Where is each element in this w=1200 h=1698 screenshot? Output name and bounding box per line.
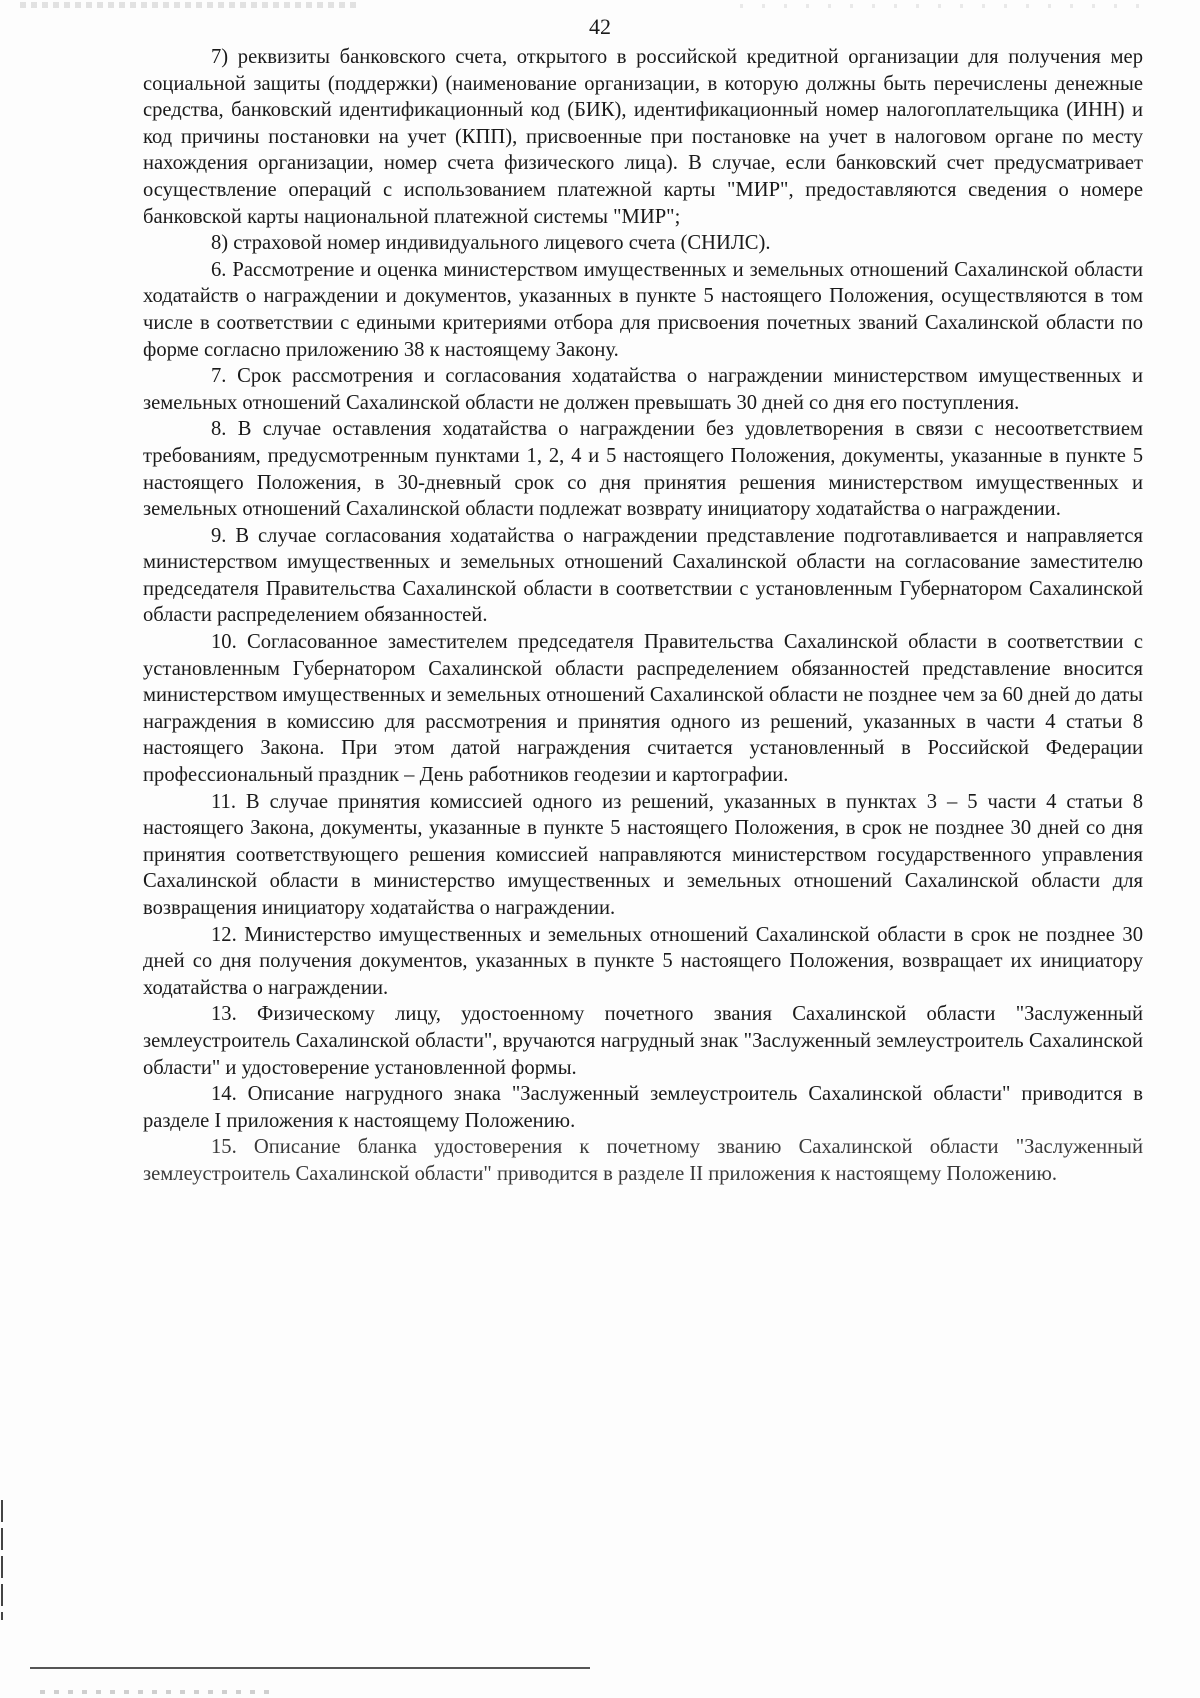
page-number: 42	[589, 14, 611, 39]
paragraph-11: 11. В случае принятия комиссией одного из решений, указанных в пунктах 3 – 5 части 4 статьи 8 настоящего Закона, документы, указанные в пункте 5 настоящего Положения, в срок не позднее 30 дней со дня принятия соответствующего решения комиссией направляются министерством государственного управления Сахалинской области в министерство имущественных и земельных отношений Сахалинской области для возвращения инициатору ходатайства о награждении.	[143, 790, 1143, 919]
scan-artifact-left-edge	[1, 1500, 3, 1620]
scan-artifact-top-left	[20, 2, 360, 8]
paragraph-14: 14. Описание нагрудного знака "Заслуженный землеустроитель Сахалинской области" приводится в разделе I приложения к настоящему Положению.	[143, 1083, 1143, 1132]
document-body	[143, 44, 1143, 1188]
paragraph-12: 12. Министерство имущественных и земельных отношений Сахалинской области в срок не позднее 30 дней со дня получения документов, указанных в пункте 5 настоящего Положения, возвращает их инициатору ходатайства о награждении.	[143, 923, 1143, 999]
paragraph-item-7: 7) реквизиты банковского счета, открытого в российской кредитной организации для получения мер социальной защиты (поддержки) (наименование организации, в которую должны быть перечислены денежные средства, банковский идентификационный код (БИК), идентификационный номер налогоплательщика (ИНН) и код причины постановки на учет (КПП), присвоенные при постановке на учет в налоговом органе по месту нахождения организации, номер счета физического лица). В случае, если банковский счет предусматривает осуществление операций с использованием платежной карты "МИР", предоставляются сведения о номере банковской карты национальной платежной системы "МИР";	[143, 46, 1143, 228]
paragraph-item-8: 8) страховой номер индивидуального лицевого счета (СНИЛС).	[211, 232, 771, 255]
paragraph-15: 15. Описание бланка удостоверения к почетному званию Сахалинской области "Заслуженный землеустроитель Сахалинской области" приводится в разделе II приложения к настоящему Положению.	[143, 1136, 1143, 1185]
scan-artifact-bottom	[40, 1690, 270, 1694]
paragraph-13: 13. Физическому лицу, удостоенному почетного звания Сахалинской области "Заслуженный землеустроитель Сахалинской области", вручаются нагрудный знак "Заслуженный землеустроитель Сахалинской области" и удостоверение установленной формы.	[143, 1003, 1143, 1079]
paragraph-8: 8. В случае оставления ходатайства о награждении без удовлетворения в связи с несоответствием требованиям, предусмотренным пунктами 1, 2, 4 и 5 настоящего Положения, документы, указанные в пункте 5 настоящего Положения, в 30-дневный срок со дня принятия решения министерством имущественных и земельных отношений Сахалинской области подлежат возврату инициатору ходатайства о награждении.	[143, 418, 1143, 521]
footer-rule	[30, 1667, 590, 1669]
scan-artifact-top-right	[740, 4, 1140, 8]
paragraph-9: 9. В случае согласования ходатайства о награждении представление подготавливается и направляется министерством имущественных и земельных отношений Сахалинской области на согласование заместителю председателя Правительства Сахалинской области в соответствии с установленным Губернатором Сахалинской области распределением обязанностей.	[143, 524, 1143, 627]
paragraph-7: 7. Срок рассмотрения и согласования ходатайства о награждении министерством имущественных и земельных отношений Сахалинской области не должен превышать 30 дней со дня его поступления.	[143, 365, 1143, 414]
paragraph-6: 6. Рассмотрение и оценка министерством имущественных и земельных отношений Сахалинской области ходатайств о награждении и документов, указанных в пункте 5 настоящего Положения, осуществляются в том числе в соответствии с едиными критериями отбора для присвоения почетных званий Сахалинской области по форме согласно приложению 38 к настоящему Закону.	[143, 258, 1143, 361]
paragraph-10: 10. Согласованное заместителем председателя Правительства Сахалинской области в соответствии с установленным Губернатором Сахалинской области распределением обязанностей представление вносится министерством имущественных и земельных отношений Сахалинской области не позднее чем за 60 дней до даты награждения в комиссию для рассмотрения и принятия одного из решений, указанных в части 4 статьи 8 настоящего Закона. При этом датой награждения считается установленный в Российской Федерации профессиональный праздник – День работников геодезии и картографии.	[143, 631, 1143, 787]
